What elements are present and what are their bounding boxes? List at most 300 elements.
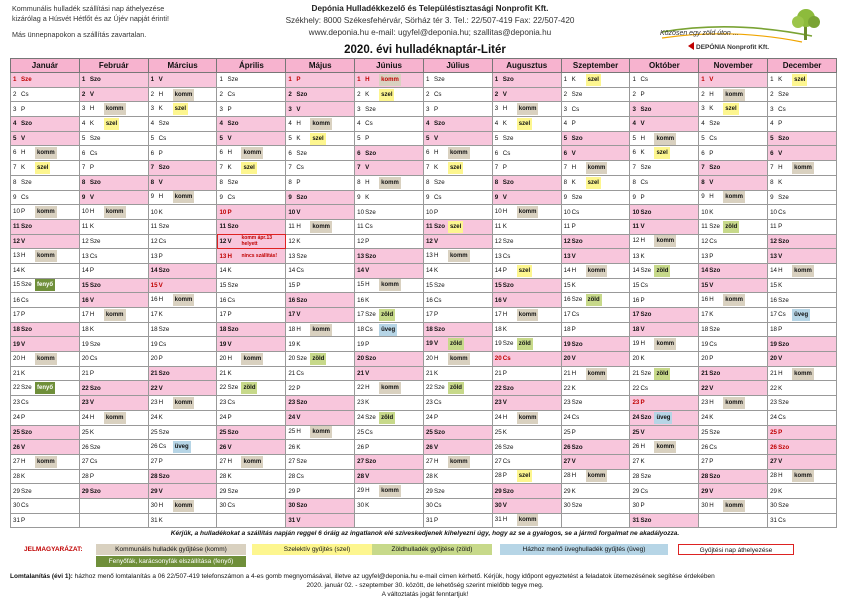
day-number: 3 bbox=[219, 105, 223, 113]
day-number: 26 bbox=[150, 443, 158, 451]
collection-tag-komm: komm bbox=[310, 324, 332, 336]
weekday-abbr: Cs bbox=[502, 355, 511, 363]
day-number: 29 bbox=[494, 487, 502, 495]
weekday-abbr: H bbox=[571, 163, 577, 171]
day-cell bbox=[561, 131, 630, 146]
weekday-abbr: K bbox=[89, 223, 94, 231]
day-number: 30 bbox=[288, 502, 296, 510]
day-cell bbox=[492, 484, 561, 499]
weekday-abbr: K bbox=[571, 487, 576, 495]
day-cell bbox=[423, 263, 492, 278]
month-header-row bbox=[11, 59, 837, 73]
weekday-abbr: P bbox=[709, 458, 714, 466]
weekday-abbr: Cs bbox=[640, 76, 649, 84]
day-number: 13 bbox=[701, 252, 709, 260]
weekday-abbr: Szo bbox=[433, 222, 445, 230]
day-number: 4 bbox=[81, 119, 86, 127]
day-number: 23 bbox=[81, 399, 89, 407]
weekday-abbr: Szo bbox=[640, 413, 652, 421]
day-cell bbox=[492, 454, 561, 469]
weekday-abbr: H bbox=[296, 119, 301, 127]
day-cell bbox=[630, 102, 699, 117]
day-number: 29 bbox=[563, 487, 571, 495]
day-cell bbox=[11, 278, 80, 293]
weekday-abbr: Szo bbox=[433, 326, 445, 334]
day-cell bbox=[217, 234, 286, 249]
weekday-abbr: Sze bbox=[89, 340, 101, 348]
day-cell bbox=[148, 219, 217, 234]
day-cell bbox=[423, 102, 492, 117]
day-cell bbox=[630, 263, 699, 278]
collection-tag-komm: komm bbox=[173, 89, 195, 101]
legend-title: JELMAGYARÁZAT: bbox=[24, 546, 83, 553]
collection-tag-komm: komm bbox=[35, 456, 57, 468]
day-cell bbox=[148, 322, 217, 337]
day-cell bbox=[217, 175, 286, 190]
day-cell bbox=[699, 117, 768, 132]
collection-tag-komm: komm bbox=[517, 103, 539, 115]
day-cell bbox=[423, 410, 492, 425]
day-number: 25 bbox=[288, 428, 296, 436]
bulky-waste-text: házhoz menő lomtalanítás a 06 22/507-419 telefonszámon a 4-es gomb megnyomásával, illetve az ugyfel@deponia.hu e-mail címen kérhető. Kérjük, hogy időpont egyeztetést a feladatok ütemezésének segítése érdekében bbox=[74, 573, 715, 580]
weekday-abbr: Cs bbox=[502, 458, 511, 466]
day-cell bbox=[630, 484, 699, 499]
weekday-abbr: Sze bbox=[227, 76, 239, 84]
day-cell bbox=[699, 454, 768, 469]
day-cell bbox=[492, 440, 561, 455]
day-row bbox=[11, 381, 837, 396]
day-cell bbox=[11, 366, 80, 381]
day-cell bbox=[768, 131, 837, 146]
day-cell bbox=[561, 425, 630, 440]
weekday-abbr: Szo bbox=[502, 384, 514, 392]
day-number: 17 bbox=[288, 311, 296, 319]
day-cell bbox=[286, 469, 355, 484]
day-cell bbox=[355, 263, 424, 278]
weekday-abbr: V bbox=[571, 458, 576, 466]
day-cell bbox=[768, 322, 837, 337]
day-number: 6 bbox=[81, 149, 86, 157]
day-number: 20 bbox=[701, 355, 709, 363]
day-number: 19 bbox=[13, 340, 20, 348]
day-cell bbox=[423, 498, 492, 513]
weekday-abbr: Cs bbox=[433, 502, 442, 510]
day-number: 10 bbox=[219, 208, 227, 216]
weekday-abbr: Cs bbox=[89, 458, 98, 466]
day-number: 10 bbox=[494, 208, 502, 216]
day-cell bbox=[768, 484, 837, 499]
day-number: 21 bbox=[13, 370, 20, 378]
weekday-abbr: P bbox=[296, 281, 301, 289]
weekday-abbr: P bbox=[502, 472, 507, 480]
day-number: 28 bbox=[288, 472, 296, 480]
day-number: 13 bbox=[632, 252, 640, 260]
weekday-abbr: V bbox=[21, 135, 26, 143]
day-number: 3 bbox=[632, 105, 636, 113]
day-cell bbox=[11, 175, 80, 190]
day-row bbox=[11, 190, 837, 205]
day-cell bbox=[630, 205, 699, 220]
collection-tag-komm: komm bbox=[792, 368, 814, 380]
day-cell bbox=[286, 498, 355, 513]
day-number: 3 bbox=[563, 105, 568, 113]
day-row bbox=[11, 410, 837, 425]
weekday-abbr: Szo bbox=[365, 458, 377, 466]
day-cell bbox=[286, 337, 355, 352]
day-cell bbox=[492, 513, 561, 528]
day-cell bbox=[148, 175, 217, 190]
day-cell bbox=[423, 469, 492, 484]
day-number: 24 bbox=[288, 414, 296, 422]
day-number: 9 bbox=[425, 193, 430, 201]
weekday-abbr: K bbox=[433, 370, 439, 378]
weekday-abbr: V bbox=[778, 252, 783, 260]
day-cell bbox=[699, 87, 768, 102]
weekday-abbr: Szo bbox=[89, 487, 101, 495]
day-cell bbox=[217, 87, 286, 102]
day-cell bbox=[286, 381, 355, 396]
day-cell bbox=[492, 469, 561, 484]
day-number: 13 bbox=[563, 252, 571, 260]
weekday-abbr: Sze bbox=[227, 384, 239, 392]
weekday-abbr: K bbox=[778, 179, 783, 187]
day-number: 16 bbox=[563, 296, 571, 304]
day-cell bbox=[11, 440, 80, 455]
day-cell bbox=[423, 190, 492, 205]
day-number: 5 bbox=[770, 135, 774, 143]
day-row bbox=[11, 352, 837, 367]
legend-szel: Szelektív gyűjtés (szel) bbox=[252, 544, 382, 555]
collection-tag-komm: komm bbox=[723, 397, 745, 409]
weekday-abbr: K bbox=[89, 326, 94, 334]
day-cell bbox=[286, 396, 355, 411]
weekday-abbr: Szo bbox=[89, 179, 101, 187]
day-row bbox=[11, 469, 837, 484]
day-cell bbox=[355, 249, 424, 264]
day-number: 1 bbox=[563, 75, 568, 83]
weekday-abbr: Cs bbox=[709, 237, 717, 245]
day-cell bbox=[286, 513, 355, 528]
collection-tag-komm: komm bbox=[104, 103, 126, 115]
day-number: 21 bbox=[632, 369, 640, 377]
weekday-abbr: V bbox=[89, 399, 94, 407]
day-number: 2 bbox=[770, 91, 774, 99]
day-number: 16 bbox=[357, 296, 365, 304]
header-company-info bbox=[240, 3, 620, 39]
day-number: 12 bbox=[494, 237, 502, 245]
weekday-abbr: Cs bbox=[778, 105, 786, 113]
weekday-abbr: H bbox=[296, 222, 301, 230]
day-cell bbox=[286, 308, 355, 323]
weekday-abbr: V bbox=[778, 355, 783, 363]
collection-tag-komm: komm bbox=[517, 206, 539, 218]
day-row bbox=[11, 87, 837, 102]
day-number: 1 bbox=[13, 76, 17, 84]
day-cell bbox=[630, 381, 699, 396]
weekday-abbr: V bbox=[227, 135, 232, 143]
day-number: 19 bbox=[219, 340, 227, 348]
day-cell bbox=[355, 278, 424, 293]
weekday-abbr: K bbox=[21, 163, 26, 171]
day-number: 18 bbox=[494, 326, 502, 334]
weekday-abbr: Cs bbox=[571, 414, 580, 422]
day-cell bbox=[699, 425, 768, 440]
day-cell bbox=[355, 337, 424, 352]
day-number: 2 bbox=[81, 91, 86, 99]
weekday-abbr: Szo bbox=[158, 267, 170, 275]
day-number: 28 bbox=[701, 472, 709, 480]
day-number: 4 bbox=[219, 120, 223, 128]
weekday-abbr: K bbox=[158, 208, 163, 216]
day-number: 25 bbox=[13, 428, 20, 436]
weekday-abbr: H bbox=[21, 354, 26, 362]
day-number: 29 bbox=[701, 487, 709, 495]
day-cell bbox=[79, 440, 148, 455]
collection-tag-komm: komm bbox=[310, 221, 332, 233]
weekday-abbr: H bbox=[21, 457, 26, 465]
day-number: 16 bbox=[494, 296, 502, 304]
day-row bbox=[11, 175, 837, 190]
day-number: 23 bbox=[357, 399, 365, 407]
day-cell bbox=[79, 131, 148, 146]
weekday-abbr: Szo bbox=[778, 443, 790, 451]
day-cell bbox=[699, 410, 768, 425]
day-cell bbox=[561, 440, 630, 455]
weekday-abbr: Cs bbox=[158, 443, 167, 451]
month-header: Szeptember bbox=[561, 59, 630, 73]
day-number: 25 bbox=[425, 428, 433, 436]
weekday-abbr: P bbox=[640, 502, 645, 510]
day-cell bbox=[355, 322, 424, 337]
day-cell bbox=[355, 73, 424, 88]
day-number: 29 bbox=[425, 487, 433, 495]
day-cell bbox=[768, 234, 837, 249]
weekday-abbr: P bbox=[21, 414, 26, 422]
day-cell bbox=[11, 161, 80, 176]
day-number: 28 bbox=[150, 472, 158, 480]
weekday-abbr: Sze bbox=[709, 428, 720, 436]
day-cell bbox=[630, 234, 699, 249]
weekday-abbr: H bbox=[571, 369, 577, 377]
weekday-abbr: V bbox=[433, 443, 439, 451]
weekday-abbr: P bbox=[640, 91, 645, 99]
day-number: 21 bbox=[219, 370, 227, 378]
day-cell bbox=[423, 249, 492, 264]
day-cell bbox=[630, 308, 699, 323]
day-cell bbox=[699, 469, 768, 484]
weekday-abbr: K bbox=[296, 340, 301, 348]
day-cell bbox=[492, 175, 561, 190]
day-cell bbox=[148, 161, 217, 176]
legend-feny: Fenyőfák, karácsonyfák elszállítása (fenyő) bbox=[96, 556, 246, 567]
day-number: 12 bbox=[563, 237, 571, 245]
day-number: 22 bbox=[425, 384, 433, 392]
weekday-abbr: P bbox=[158, 252, 163, 260]
weekday-abbr: H bbox=[571, 472, 577, 480]
day-cell bbox=[492, 425, 561, 440]
weekday-abbr: Sze bbox=[89, 237, 101, 245]
day-number: 26 bbox=[288, 443, 296, 451]
day-cell bbox=[217, 469, 286, 484]
day-cell bbox=[79, 117, 148, 132]
day-number: 17 bbox=[357, 310, 365, 318]
weekday-abbr: P bbox=[89, 370, 94, 378]
day-cell bbox=[355, 469, 424, 484]
weekday-abbr: V bbox=[365, 164, 370, 172]
day-number: 2 bbox=[288, 91, 292, 99]
weekday-abbr: K bbox=[433, 472, 439, 480]
weekday-abbr: P bbox=[296, 76, 301, 84]
weekday-abbr: Sze bbox=[158, 223, 170, 231]
weekday-abbr: H bbox=[709, 193, 714, 201]
day-cell bbox=[768, 293, 837, 308]
placement-note: Kérjük, a hulladékokat a szállítás napján reggel 6 óráig az ingatlanok elé szíveskedjenek kihelyezni úgy, hogy az se a gyalogos, se a jármű forgalmat ne akadályozza. bbox=[170, 530, 680, 537]
weekday-abbr: Sze bbox=[778, 91, 789, 99]
weekday-abbr: V bbox=[502, 399, 507, 407]
day-number: 9 bbox=[13, 193, 17, 201]
day-number: 7 bbox=[219, 163, 223, 171]
weekday-abbr: Sze bbox=[296, 149, 307, 157]
weekday-abbr: Cs bbox=[89, 149, 98, 157]
weekday-abbr: K bbox=[778, 75, 783, 83]
weekday-abbr: Szo bbox=[571, 443, 583, 451]
day-number: 24 bbox=[770, 414, 777, 422]
weekday-abbr: K bbox=[296, 443, 301, 451]
day-number: 22 bbox=[81, 384, 89, 392]
weekday-abbr: Cs bbox=[433, 193, 442, 201]
day-number: 5 bbox=[219, 135, 223, 143]
day-number: 21 bbox=[150, 370, 158, 378]
weekday-abbr: K bbox=[227, 370, 232, 378]
day-cell bbox=[286, 440, 355, 455]
day-cell bbox=[423, 454, 492, 469]
day-cell bbox=[492, 219, 561, 234]
day-cell bbox=[148, 131, 217, 146]
day-cell bbox=[148, 337, 217, 352]
day-cell bbox=[423, 440, 492, 455]
weekday-abbr: K bbox=[778, 281, 783, 289]
day-cell bbox=[768, 308, 837, 323]
collection-tag-uveg: üveg bbox=[654, 412, 672, 424]
weekday-abbr: Szo bbox=[296, 399, 308, 407]
day-number: 9 bbox=[81, 193, 86, 201]
company-name: Depónia Hulladékkezelő és Településtisztasági Nonprofit Kft. bbox=[311, 4, 549, 13]
day-number: 17 bbox=[494, 310, 502, 318]
day-cell bbox=[492, 308, 561, 323]
day-number: 10 bbox=[81, 208, 89, 216]
day-cell bbox=[699, 234, 768, 249]
weekday-abbr: Cs bbox=[778, 208, 786, 216]
collection-tag-zold: zöld bbox=[310, 353, 326, 365]
day-cell bbox=[630, 219, 699, 234]
day-number: 9 bbox=[563, 193, 568, 201]
day-number: 7 bbox=[150, 164, 155, 172]
day-cell bbox=[79, 263, 148, 278]
day-cell bbox=[148, 146, 217, 161]
day-cell bbox=[768, 249, 837, 264]
day-number: 6 bbox=[425, 149, 430, 157]
day-number: 5 bbox=[701, 135, 705, 143]
day-cell bbox=[355, 484, 424, 499]
day-number: 14 bbox=[770, 266, 777, 274]
weekday-abbr: P bbox=[778, 326, 783, 334]
day-cell bbox=[699, 366, 768, 381]
day-number: 30 bbox=[563, 502, 571, 510]
day-row bbox=[11, 73, 837, 88]
day-number: 13 bbox=[150, 252, 158, 260]
day-number: 23 bbox=[219, 399, 227, 407]
weekday-abbr: Cs bbox=[158, 237, 167, 245]
month-header: Május bbox=[286, 59, 355, 73]
weekday-abbr: P bbox=[640, 399, 645, 407]
day-number: 10 bbox=[563, 208, 571, 216]
weekday-abbr: V bbox=[227, 443, 232, 451]
notice-line: Más ünnepnapokon a szállítás zavartalan. bbox=[12, 30, 147, 39]
day-cell bbox=[561, 381, 630, 396]
day-number: 19 bbox=[150, 340, 158, 348]
day-number: 13 bbox=[13, 252, 20, 260]
day-cell bbox=[79, 102, 148, 117]
weekday-abbr: Szo bbox=[227, 428, 239, 436]
weekday-abbr: K bbox=[709, 311, 714, 319]
day-number: 21 bbox=[770, 369, 777, 377]
day-number: 23 bbox=[13, 399, 20, 407]
weekday-abbr: Cs bbox=[640, 487, 649, 495]
day-cell bbox=[217, 131, 286, 146]
day-number: 21 bbox=[81, 370, 89, 378]
day-cell bbox=[355, 293, 424, 308]
day-cell bbox=[699, 102, 768, 117]
weekday-abbr: Sze bbox=[433, 179, 445, 187]
collection-tag-komm: komm bbox=[586, 162, 608, 174]
collection-tag-feny: fenyő bbox=[35, 279, 55, 291]
day-number: 24 bbox=[494, 413, 502, 421]
weekday-abbr: H bbox=[709, 90, 714, 98]
weekday-abbr: V bbox=[365, 370, 370, 378]
day-cell bbox=[492, 337, 561, 352]
day-cell bbox=[148, 293, 217, 308]
day-cell bbox=[561, 263, 630, 278]
weekday-abbr: Sze bbox=[778, 502, 789, 510]
collection-tag-komm: komm bbox=[379, 382, 401, 394]
weekday-abbr: H bbox=[433, 354, 439, 362]
day-cell bbox=[630, 161, 699, 176]
weekday-abbr: Sze bbox=[433, 76, 445, 84]
day-cell bbox=[492, 73, 561, 88]
day-cell bbox=[355, 146, 424, 161]
day-cell bbox=[217, 249, 286, 264]
day-cell bbox=[355, 396, 424, 411]
weekday-abbr: Cs bbox=[227, 193, 236, 201]
weekday-abbr: H bbox=[227, 252, 232, 260]
day-cell bbox=[217, 425, 286, 440]
weekday-abbr: P bbox=[158, 458, 163, 466]
day-cell bbox=[355, 425, 424, 440]
day-cell bbox=[148, 249, 217, 264]
day-number: 3 bbox=[701, 105, 705, 113]
weekday-abbr: H bbox=[709, 398, 714, 406]
weekday-abbr: H bbox=[640, 443, 645, 451]
weekday-abbr: Cs bbox=[778, 310, 786, 318]
day-number: 20 bbox=[219, 354, 227, 362]
collection-tag-komm: komm bbox=[448, 456, 470, 468]
weekday-abbr: K bbox=[778, 384, 783, 392]
collection-tag-szel: szel bbox=[241, 162, 256, 174]
day-cell bbox=[492, 161, 561, 176]
day-number: 15 bbox=[770, 281, 777, 289]
weekday-abbr: H bbox=[433, 149, 439, 157]
day-cell bbox=[423, 278, 492, 293]
